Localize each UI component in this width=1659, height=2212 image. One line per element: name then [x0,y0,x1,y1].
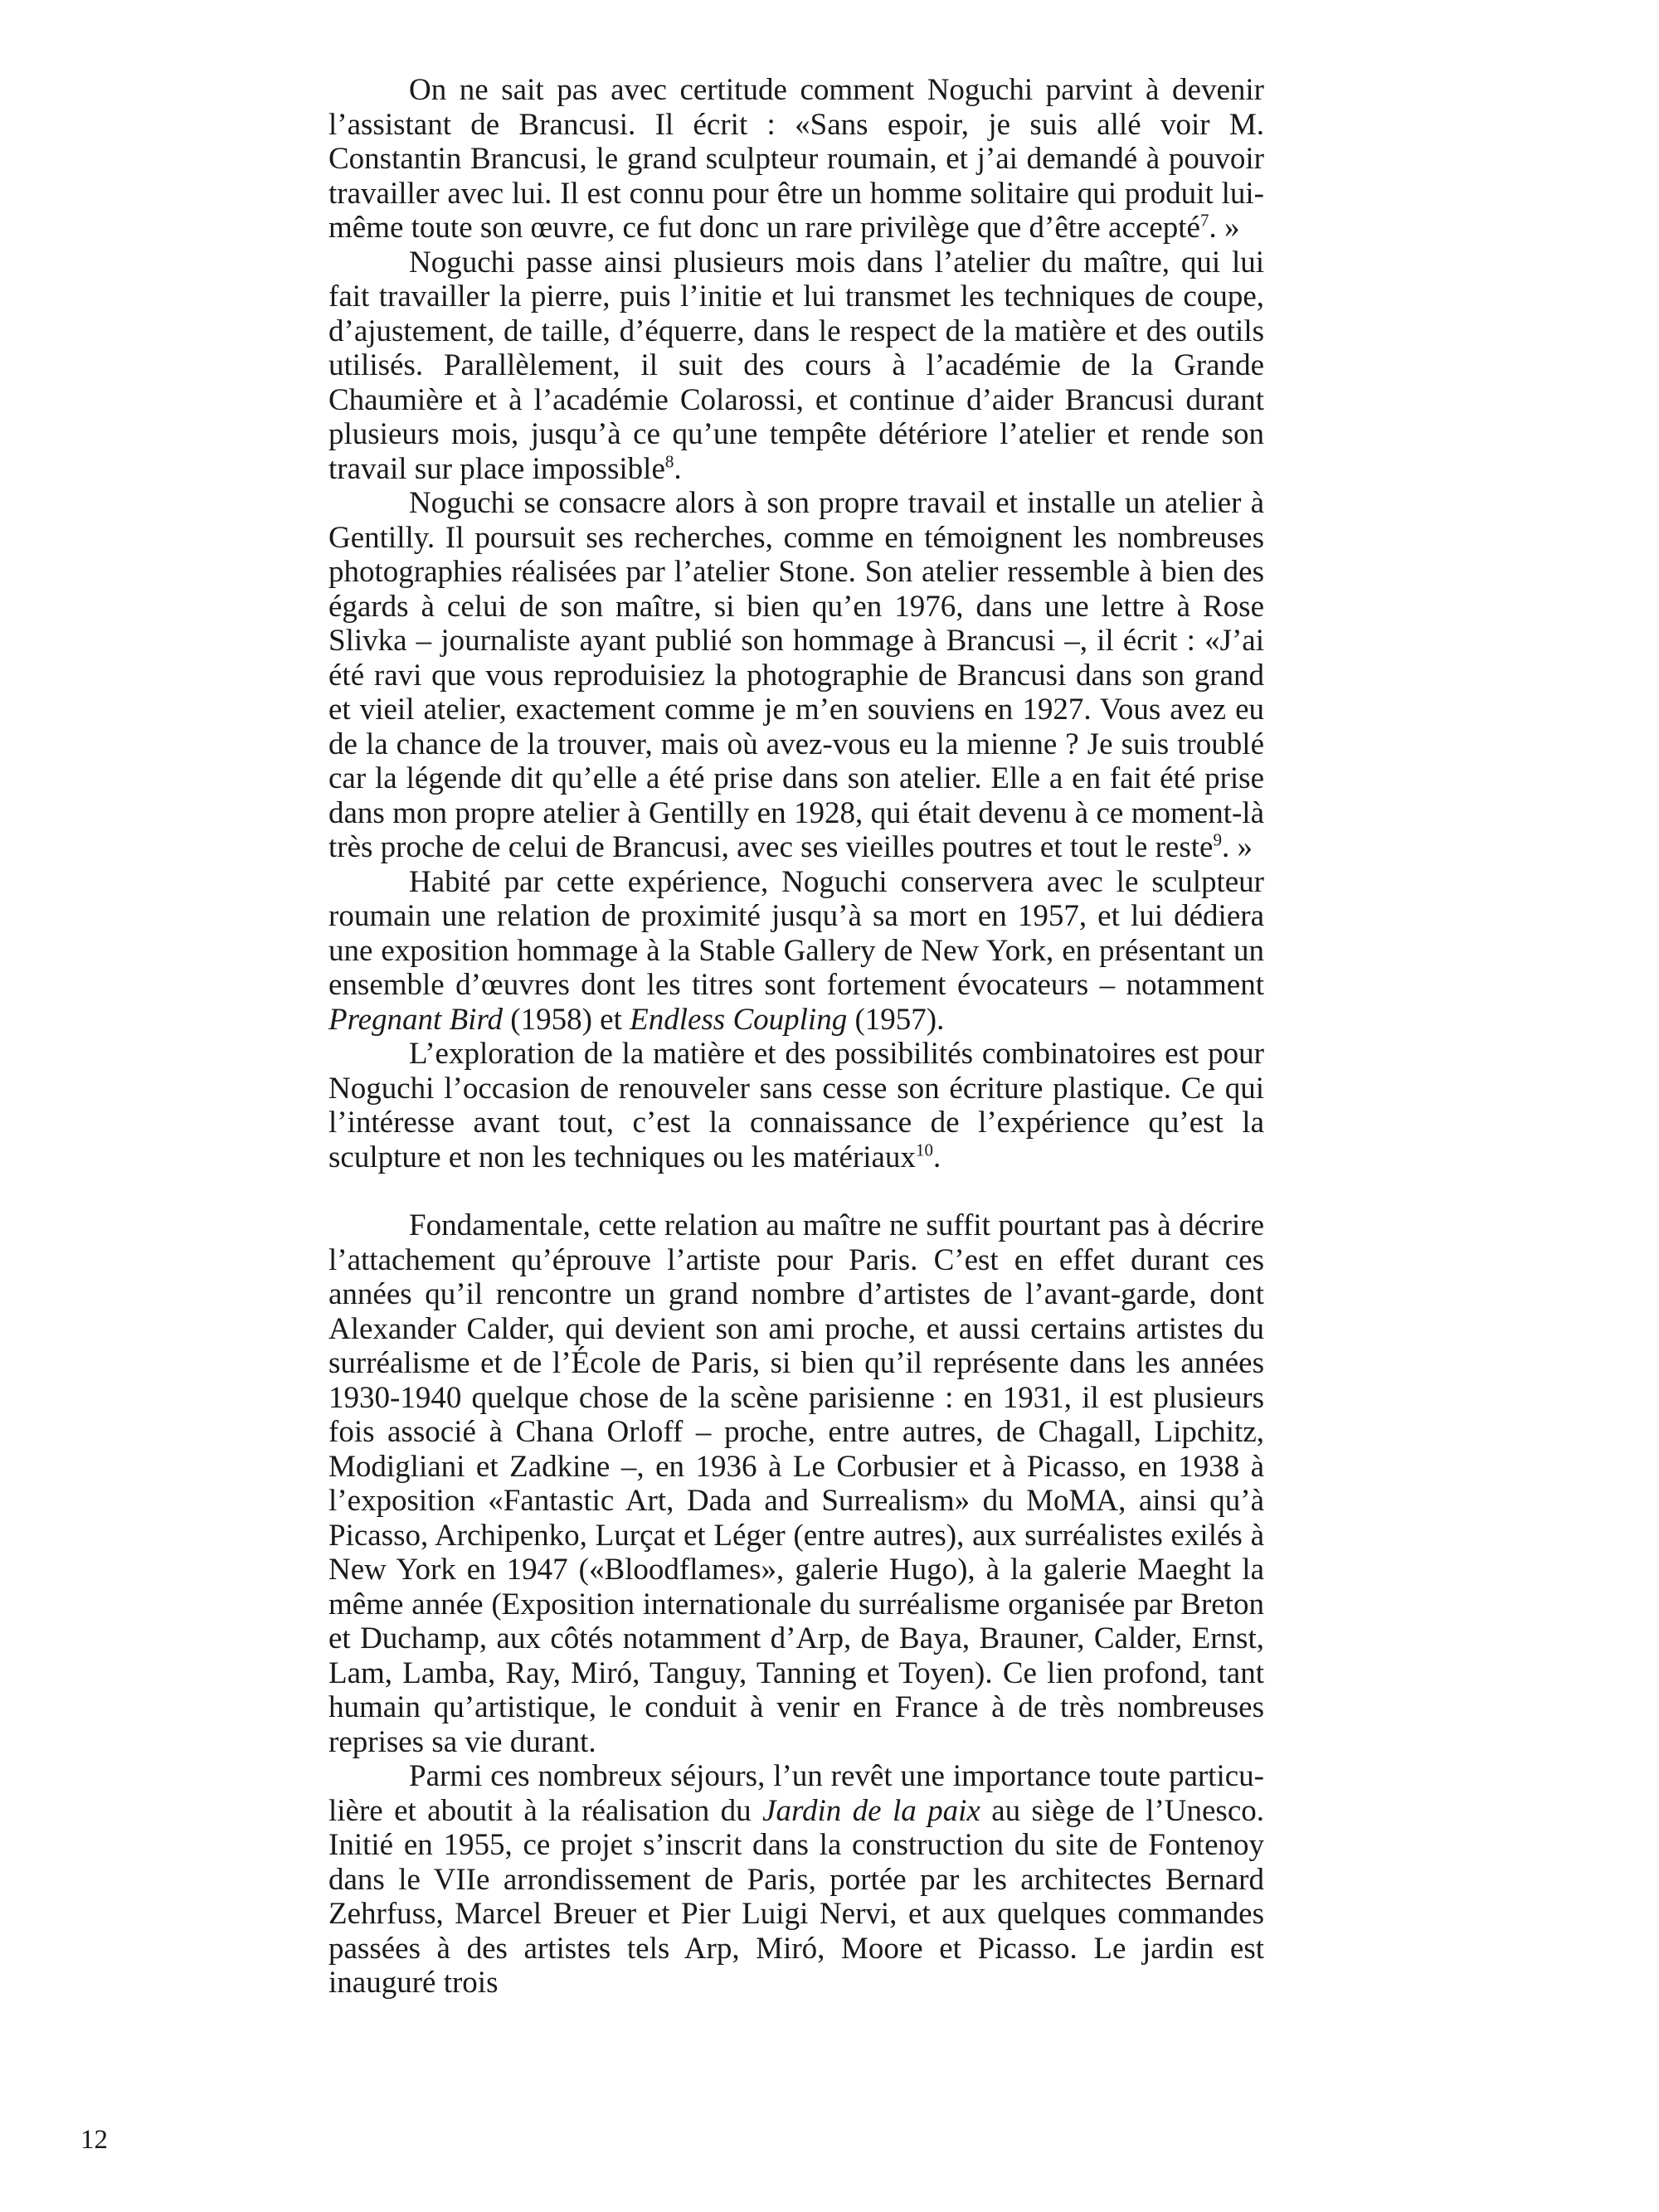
paragraph-text: . [674,451,682,486]
paragraph-text: au siège de l’Unesco. Initié en 1955, ce projet s’inscrit dans la construction du site de Fontenoy dans le VIIe arrondissement de Paris, portée par les architectes Bernard Zehrfuss, Marcel Breuer et Pier Luigi Nervi, et aux quelques commandes passées à des artistes tels Arp, Miró, Moore et Picasso. Le jardin est inauguré trois [328,1793,1264,2000]
paragraph-text: (1957). [847,1002,945,1037]
paragraph-atelier-months [328,246,1264,487]
section-break [328,1174,1264,1208]
paragraph-gentilly-atelier [328,486,1264,865]
paragraph-text: Fondamentale, cette relation au maître ne suffit pourtant pas à décrire l’attachement qu’éprouve l’artiste pour Paris. C’est en effet durant ces années qu’il rencontre un grand nombre d’artistes de l’avant-garde, dont Alexander Calder, qui devient son ami proche, et aussi certains artistes du surréalisme et de l’École de Paris, si bien qu’il représente dans les années 1930-1940 quelque chose de la scène parisienne : en 1931, il est plusieurs fois associé à Chana Orloff – proche, entre autres, de Chagall, Lipchitz, Modigliani et Zadkine –, en 1936 à Le Corbusier et à Picasso, en 1938 à l’exposition «Fantastic Art, Dada and Surrealism» du MoMA, ainsi qu’à Picasso, Archipenko, Lurçat et Léger (entre autres), aux surréalistes exilés à New York en 1947 («Bloodflames», galerie Hugo), à la galerie Maeght la même année (Exposition internationale du surréalisme organisée par Breton et Duchamp, aux côtés notamment d’Arp, de Baya, Brauner, Calder, Ernst, Lam, Lamba, Ray, Miró, Tanguy, Tanning et Toyen). Ce lien profond, tant humain qu’artistique, le conduit à venir en France à de très nombreuses reprises sa vie durant. [328,1208,1264,1759]
paragraph-text: Parmi ces nombreux séjours, l’un revêt une importance toute particulière et aboutit à la réalisation du [328,1759,1264,1828]
artwork-title-pregnant-bird: Pregnant Bird [328,1002,503,1037]
footnote-ref-7[interactable]: 7 [1199,210,1209,231]
paragraph-paris-attachment [328,1208,1264,1759]
work-title-jardin-de-la-paix: Jardin de la paix [762,1793,980,1828]
paragraph-jardin-de-la-paix [328,1759,1264,2001]
page-number: 12 [80,2125,108,2155]
paragraph-stable-gallery [328,865,1264,1038]
footnote-ref-8[interactable]: 8 [664,451,674,472]
article-body [328,73,1264,2001]
footnote-ref-10[interactable]: 10 [915,1140,933,1160]
paragraph-text: . » [1221,830,1253,864]
paragraph-text: On ne sait pas avec certitude comment Noguchi parvint à devenir l’assistant de Brancusi. Il écrit : «Sans espoir, je suis allé voir M. Constantin Brancusi, le grand sculpteur roumain, et j’ai demandé à pouvoir travailler avec lui. Il est connu pour être un homme solitaire qui produit lui-même toute son œuvre, ce fut donc un rare privilège que d’être accepté [328,73,1264,245]
artwork-title-endless-coupling: Endless Coupling [630,1002,848,1037]
paragraph-text: . [932,1140,941,1174]
paragraph-matiere-exploration [328,1037,1264,1174]
paragraph-text: Noguchi se consacre alors à son propre travail et installe un atelier à Gentilly. Il poursuit ses recherches, comme en témoignent les nombreuses photographies réalisées par l’atelier Stone. Son atelier ressemble à bien des égards à celui de son maître, si bien qu’en 1976, dans une lettre à Rose Slivka – journaliste ayant publié son hommage à Brancusi –, il écrit : «J’ai été ravi que vous reproduisiez la photographie de Brancusi dans son grand et vieil atelier, exactement comme je m’en souviens en 1927. Vous avez eu de la chance de la trouver, mais où avez-vous eu la mienne ? Je suis troublé car la légende dit qu’elle a été prise dans son atelier. Elle a en fait été prise dans mon propre atelier à Gentilly en 1928, qui était devenu à ce moment-là très proche de celui de Brancusi, avec ses vieilles poutres et tout le reste [328,486,1264,864]
paragraph-text: Habité par cette expérience, Noguchi conservera avec le sculpteur roumain une relation de proximité jusqu’à sa mort en 1957, et lui dédiera une exposition hommage à la Stable Gallery de New York, en présentant un ensemble d’œuvres dont les titres sont fortement évocateurs – notamment [328,864,1264,1002]
paragraph-text: . » [1209,211,1240,245]
footnote-ref-9[interactable]: 9 [1213,829,1222,850]
paragraph-noguchi-assistant [328,73,1264,246]
paragraph-text: L’exploration de la matière et des possibilités combinatoires est pour Noguchi l’occasion de renouveler sans cesse son écriture plastique. Ce qui l’intéresse avant tout, c’est la connaissance de l’expérience qu’est la sculpture et non les techniques ou les matériaux [328,1037,1264,1174]
paragraph-text: Noguchi passe ainsi plusieurs mois dans l’atelier du maître, qui lui fait travailler la pierre, puis l’initie et lui transmet les techniques de coupe, d’ajustement, de taille, d’équerre, dans le respect de la matière et des outils utilisés. Parallèlement, il suit des cours à l’académie de la Grande Chaumière et à l’académie Colarossi, et continue d’aider Brancusi durant plusieurs mois, jusqu’à ce qu’une tempête détériore l’atelier et rende son travail sur place impossible [328,245,1264,486]
paragraph-text: (1958) et [503,1002,630,1037]
